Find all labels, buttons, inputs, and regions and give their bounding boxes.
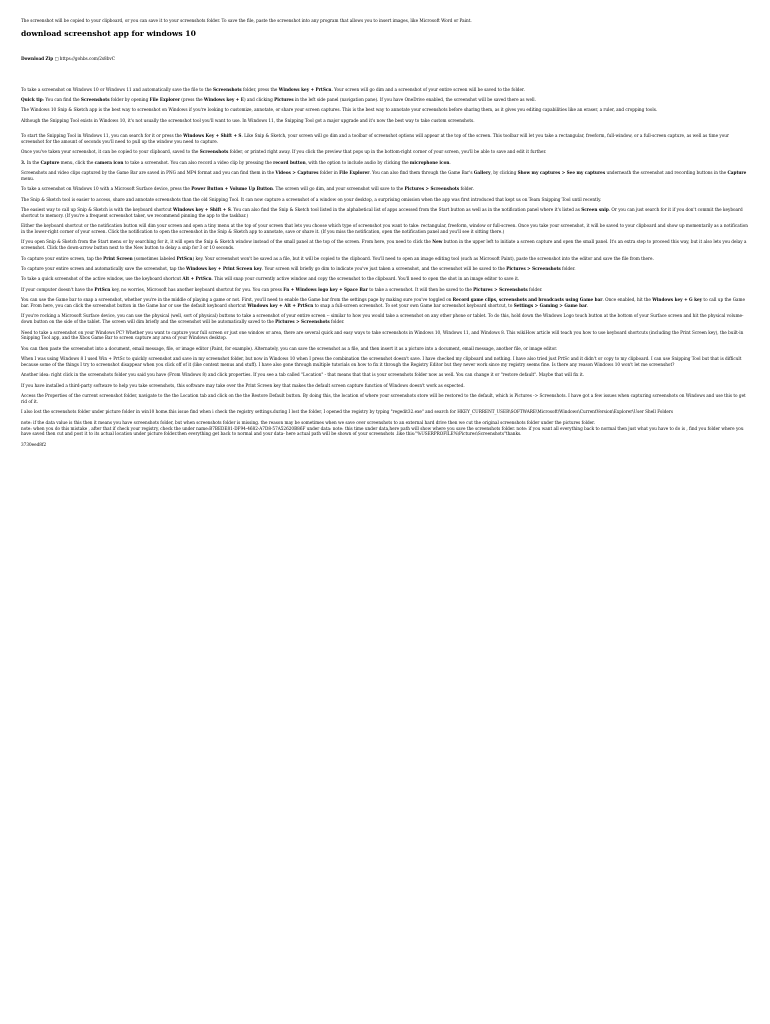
article-paragraph: The Windows 10 Snip & Sketch app is the best way to screenshot on Windows if you're looking to customize, annotate, or share your screen captures. This is the best way to annotate your screenshots before sharing them, as it gives you editing capabilities like an eraser, a ruler, and cropping tools.: [21, 107, 658, 113]
article-paragraph: note: if the data value is this then it means you have screenshots folder, but when screenshots folder is missing. the reason may be sometimes when we save over screenshots to an external hard drive then we cut the original screenshots folder under the pictures folder. note: when you do this mistake , after that if check your registry, check the under name:B7BEDE81-DF94-4682-A7D8-57A52620B86F under data: note: this time under data,here path will show where you save the screenshots folder. note: if you want all everything back to normal then just what you have to do is , find you folder where you have saved then cut and post it to its actual location under picture folder.then everything get back to normal and your data- here actual path will be shown of your screenshots .like this:"%USERPROFILE%\Pictures\Screenshots"thanks.: [21, 419, 744, 437]
article-paragraph: Access the Properties of the current screenshot folder, navigate to the the Location tab and click on the the Restore Default button. By doing this, the location of where your screenshots store will be restored to the default, which is Pictures -> Screenshots. I have got a few issues when capturing screenshots on Windows and use this to get rid of it.: [21, 393, 746, 404]
article-paragraph: The easiest way to call up Snip & Sketch is with the keyboard shortcut Windows key + Shift + S. You can also find the Snip & Sketch tool listed in the alphabetical list of apps accessed from the Start button as well as in the notification panel where it's listed as Screen snip. Or you can just search for it if you don't commit the keyboard shortcut to memory. (If you're a frequent screenshot taker, we recommend pinning the app to the taskbar.): [21, 207, 743, 218]
article-paragraph: Either the keyboard shortcut or the notification button will dim your screen and open a tiny menu at the top of your screen that lets you choose which type of screenshot you want to take: rectangular, freeform, window or full-screen. Once you take your screenshot, it will be saved to your clipboard and show up momentarily as a notification in the lower-right corner of your screen. Click the notification to open the screenshot in the Snip & Sketch app to annotate, save or share it. (If you miss the notification, open the notification panel and you'll see it sitting there.): [21, 223, 748, 235]
article-paragraph: To take a quick screenshot of the active window, use the keyboard shortcut Alt + PrtScn. This will snap your currently active window and copy the screenshot to the clipboard. You'll need to open the shot in an image editor to save it.: [21, 276, 520, 282]
article-body: [21, 82, 748, 438]
article-paragraph: I also lost the screenshots folder under picture folder in win10 home.this issue find when i check the registry settings.during I lost the folder, I opened the registry by typing "regedit32.exe" and search for HKEY_CURRENT_USER\SOFTWARE\Microsoft\Windows\CurrentVersion\Explorer\User Shell Folders: [21, 409, 674, 415]
article-paragraph: To capture your entire screen, tap the Print Screen (sometimes labeled PrtScn) key. Your screenshot won't be saved as a file, but it will be copied to the clipboard. You'll need to open an image editing tool (such as Microsoft Paint), paste the screenshot into the editor and save the file from there.: [21, 255, 654, 261]
article-paragraph: If you open Snip & Sketch from the Start menu or by searching for it, it will open the Snip & Sketch window instead of the small panel at the top of the screen. From here, you need to click the New button in the upper left to initiate a screen capture and open the small panel. It's an extra step to proceed this way, but it also lets you delay a screenshot. Click the down-arrow button next to the New button to delay a snip for 3 or 10 seconds.: [21, 239, 747, 251]
article-paragraph: Once you've taken your screenshot, it can be copied to your clipboard, saved to the Screenshots folder, or printed right away. If you click the preview that pops up in the bottom-right corner of your screen, you'll be able to save and edit it further.: [21, 149, 547, 155]
article-paragraph: You can then paste the screenshot into a document, email message, file, or image editor (Paint, for example). Alternately, you can save the screenshot as a file, and then insert it as a picture into a document, email message, another file, or image editor.: [21, 345, 558, 351]
article-paragraph: 3. In the Capture menu, click the camera icon to take a screenshot. You can also record a video clip by pressing the record button, with the option to include audio by clicking the microphone icon.: [21, 159, 451, 165]
article-paragraph: You can use the Game bar to snap a screenshot, whether you're in the middle of playing a game or not. First, you'll need to enable the Game bar from the settings page by making sure you've toggled on Record game clips, screenshots and broadcasts using Game bar. Once enabled, hit the Windows key + G key to call up the Game bar. From here, you can click the screenshot button in the Game bar or use the default keyboard shortcut Windows key + Alt + PrtScn to snap a full-screen screenshot. To set your own Game bar screenshot keyboard shortcut, to Settings > Gaming > Game bar.: [21, 297, 745, 309]
article-paragraph: Need to take a screenshot on your Windows PC? Whether you want to capture your full screen or just one window or area, there are several quick and easy ways to take screenshots in Windows 10, Windows 11, and Windows 8. This wikiHow article will teach you how to use keyboard shortcuts (including the Print Screen key), the built-in Snipping Tool app, and the Xbox Game Bar to screen capture any area of your Windows desktop.: [21, 329, 744, 341]
article-paragraph: If your computer doesn't have the PrtScn key, no worries, Microsoft has another keyboard shortcut for you. You can press Fn + Windows logo key + Space Bar to take a screenshot. It will then be saved to the Pictures > Screenshots folder.: [21, 286, 543, 292]
article-paragraph: To take a screenshot on Windows 10 with a Microsoft Surface device, press the Power Button + Volume Up Button. The screen will go dim, and your screenshot will save to the Pictures > Screenshots folder.: [21, 186, 474, 192]
article-paragraph: If you're rocking a Microsoft Surface device, you can use the physical (well, sort of physical) buttons to take a screenshot of your entire screen -- similar to how you would take a screenshot on any other phone or tablet. To do this, hold down the Windows Logo touch button at the bottom of your Surface screen and hit the physical volume-down button on the side of the tablet. The screen will dim briefly and the screenshot will be automatically saved to the Pictures > Screenshots folder.: [21, 313, 744, 325]
page: [0, 0, 770, 448]
article-paragraph: Although the Snipping Tool exists in Windows 10, it's not usually the screenshot tool you'll want to use. In Windows 11, the Snipping Tool got a major upgrade and it's now the best way to take custom screenshots.: [21, 117, 475, 123]
download-line: [21, 56, 748, 62]
page-title: download screenshot app for windows 10: [21, 28, 196, 38]
article-paragraph: To capture your entire screen and automatically save the screenshot, tap the Windows key + Print Screen key. Your screen will briefly go dim to indicate you've just taken a screenshot, and the screenshot will be saved to the Pictures > Screenshots folder.: [21, 266, 576, 272]
link-icon: □: [54, 55, 59, 61]
article-paragraph: The Snip & Sketch tool is easier to access, share and annotate screenshots than the old Snipping Tool. It can now capture a screenshot of a window on your desktop, a surprising omission when the app was first introduced that kept us on Team Snipping Tool until recently.: [21, 196, 602, 202]
intro-text: The screenshot will be copied to your clipboard, or you can save it to your screenshots folder. To save the file, paste the screenshot into any program that allows you to insert images, like Microsoft Word or Paint.: [21, 18, 472, 23]
footer-code: 3730eed8f2: [21, 441, 47, 447]
article-paragraph: When I was using Windows 8 I used Win + PrtSc to quickly screenshot and save in my screenshot folder, but now in Windows 10 when I press the combination the screenshot doesn't save. I have checked my clipboard and nothing. I have also tried just PrtSc and it didn't or copy to my clipboard. I can use Snipping Tool but that is difficult because some of the things I try to screenshot disappear when you click off of it (like context menus and stuff). I have also gone through multiple tutorials on how to fix it through the Registry Editor but they never work since my registry seems fine. Is there any reason Windows 10 won't let me screenshot?: [21, 356, 742, 367]
article-paragraph: Screenshots and video clips captured by the Game Bar are saved in PNG and MP4 format and you can find them in the Videos > Captures folder in File Explorer. You can also find them through the Game Bar's Gallery, by clicking Show my captures > See my captures underneath the screenshot and recording buttons in the Capture menu.: [21, 170, 747, 181]
download-label: Download Zip: [21, 55, 54, 61]
article-paragraph: If you have installed a third-party software to help you take screenshots, this software may take over the Print Screen key that makes the default screen capture function of Windows doesn't work as expected.: [21, 382, 465, 388]
article-paragraph: To take a screenshot on Windows 10 or Windows 11 and automatically save the file to the Screenshots folder, press the Windows key + PrtScn. Your screen will go dim and a screenshot of your entire screen will be saved to the folder.: [21, 86, 525, 92]
download-link[interactable]: https://gohbs.com/2s8bvC: [59, 55, 115, 61]
article-paragraph: Quick tip: You can find the Screenshots folder by opening File Explorer (press the Windows key + E) and clicking Pictures in the left side panel (navigation pane). If you have OneDrive enabled, the screenshot will be saved there as well.: [21, 96, 536, 102]
article-paragraph: Another idea: right click in the screenshots folder you said you have (From Windows 8) and click properties. If you see a tab called "Location" - that means that that is your screenshots folder now as well. You can change it or "restore default". Maybe that will fix it.: [21, 372, 585, 378]
article-paragraph: To start the Snipping Tool in Windows 11, you can search for it or press the Windows Key + Shift + S. Like Snip & Sketch, your screen will go dim and a toolbar of screenshot options will appear at the top of the screen. This toolbar will let you take a rectangular, freeform, full-window, or a full-screen capture, as well as time your screenshot for the amount of seconds you'll need to pull up the window you need to capture.: [21, 133, 730, 144]
